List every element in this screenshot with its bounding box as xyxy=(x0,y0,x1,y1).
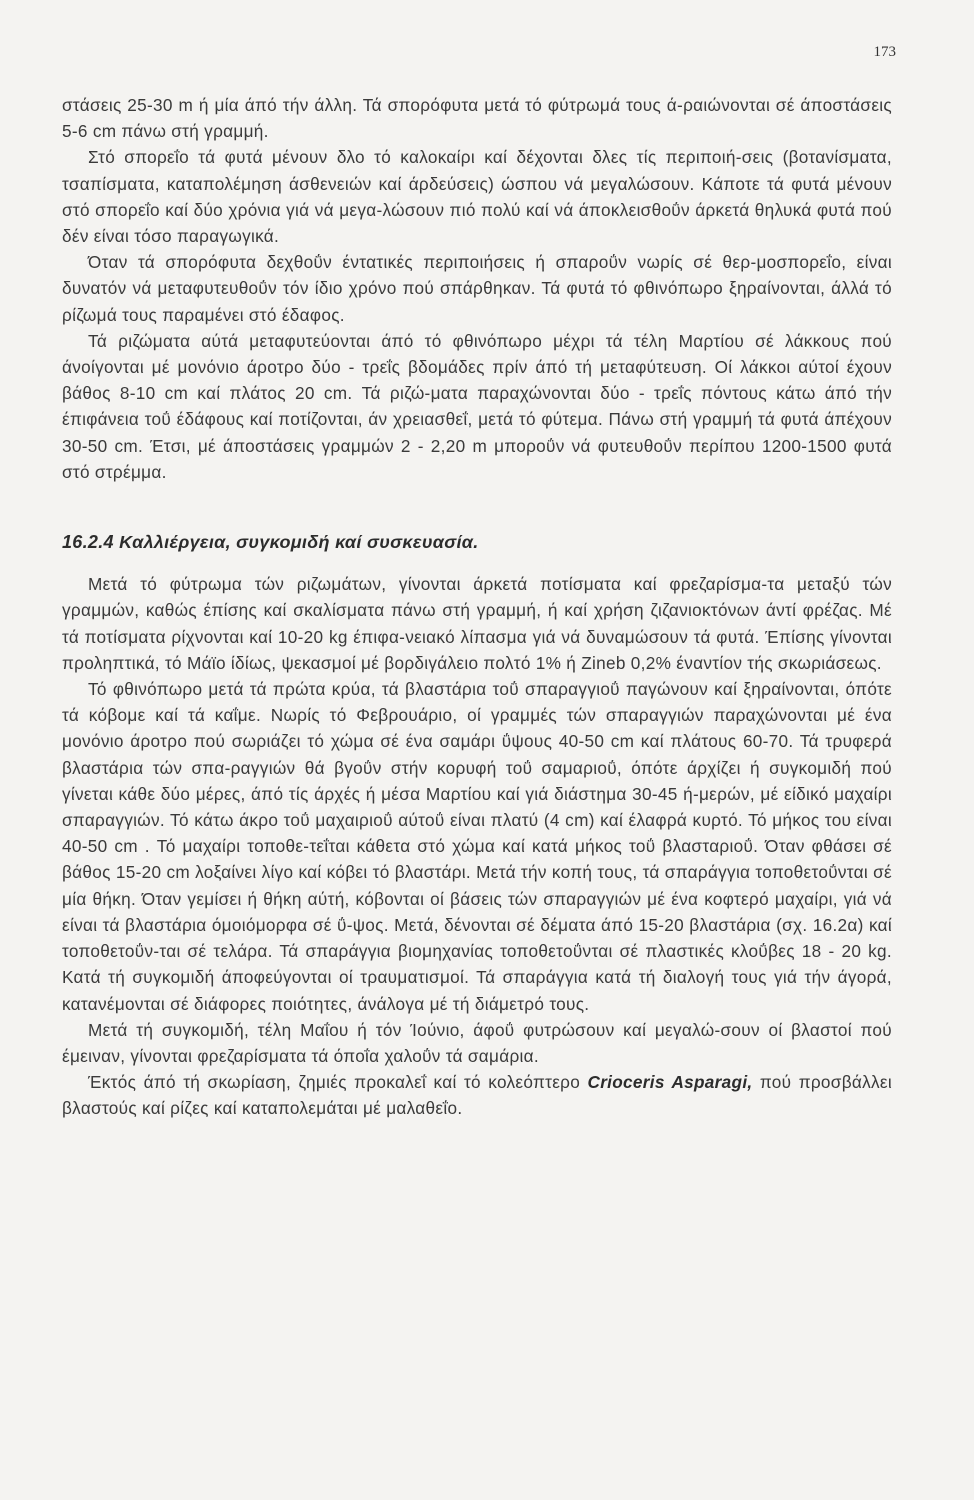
paragraph-2: Στό σπορεΐο τά φυτά μένουν δλο τό καλοκαίρι καί δέχονται δλες τίς περιποιή-σεις (βοτανίσματα, τσαπίσματα, καταπολέμηση άσθενειών καί άρδεύσεις) ώσπου νά μεγαλώσουν. Κάποτε τά φυτά μένουν στό σπορεΐο καί δύο χρόνια γιά νά μεγα-λώσουν πιό πολύ καί νά άποκλεισθοΰν άρκετά θηλυκά φυτά πού δέν είναι τόσο παραγωγικά. xyxy=(62,147,892,247)
paragraph-8-text-after: πού προσβάλλει βλαστούς καί ρίζες καί καταπολεμάται μέ μαλαθεΐο. xyxy=(62,1072,892,1119)
page-body xyxy=(62,92,892,1122)
paragraph-8 xyxy=(62,1069,892,1121)
paragraph-8-text-before: Έκτός άπό τή σκωρίαση, ζημιές προκαλεΐ καί τό κολεόπτερο xyxy=(88,1072,588,1093)
paragraph-4: Τά ριζώματα αύτά μεταφυτεύονται άπό τό φθινόπωρο μέχρι τά τέλη Μαρτίου σέ λάκκους πού άνοίγονται μέ μονόνιο άροτρο δύο - τρεΐς βδομάδες πρίν άπό τή μεταφύτευση. Οί λάκκοι αύτοί έχουν βάθος 8-10 cm καί πλάτος 20 cm. Τά ριζώ-ματα παραχώνονται δύο - τρεΐς πόντους κάτω άπό τήν έπιφάνεια τοΰ έδάφους καί ποτίζονται, άν χρειασθεΐ, μετά τό φύτεμα. Πάνω στή γραμμή τά φυτά άπέχουν 30-50 cm. Έτσι, μέ άποστάσεις γραμμών 2 - 2,20 m μποροΰν νά φυτευθοΰν περίπου 1200-1500 φυτά στό στρέμμα. xyxy=(62,330,892,482)
paragraph-6: Τό φθινόπωρο μετά τά πρώτα κρύα, τά βλαστάρια τοΰ σπαραγγιοΰ παγώνουν καί ξηραίνονται, όπότε τά κόβομε καί τά καΐμε. Νωρίς τό Φεβρουάριο, οί γραμμές τών σπαραγγιών παραχώνονται μέ ένα μονόνιο άροτρο πού σωριάζει τό χώμα σέ ένα σαμάρι ΰψους 40-50 cm καί πλάτους 60-70. Τά τρυφερά βλαστάρια τών σπα-ραγγιών θά βγοΰν στήν κορυφή τοΰ σαμαριοΰ, όπότε άρχίζει ή συγκομιδή πού γίνεται κάθε δύο μέρες, άπό τίς άρχές ή μέσα Μαρτίου καί γιά διάστημα 30-45 ή-μερών, μέ είδικό μαχαίρι σπαραγγιών. Τό κάτω άκρο τοΰ μαχαιριοΰ αύτοΰ είναι πλατύ (4 cm) καί έλαφρά κυρτό. Τό μήκος του είναι 40-50 cm . Τό μαχαίρι τοποθε-τεΐται κάθετα στό χώμα καί κατά μήκος τοΰ βλασταριοΰ. Όταν φθάσει σέ βάθος 15-20 cm λοξαίνει λίγο καί κόβει τό βλαστάρι. Μετά τήν κοπή τους, τά σπαράγγια τοποθετοΰνται σέ μία θήκη. Όταν γεμίσει ή θήκη αύτή, κόβονται οί βάσεις τών σπαραγγιών μέ ένα κοφτερό μαχαίρι, γιά νά είναι τά βλαστάρια όμοιόμορφα σέ ΰ-ψος. Μετά, δένονται σέ δέματα άπό 15-20 βλαστάρια (σχ. 16.2α) καί τοποθετοΰν-ται σέ τελάρα. Τά σπαράγγια βιομηχανίας τοποθετοΰνται σέ πλαστικές κλοΰβες 18 - 20 kg. Κατά τή συγκομιδή άποφεύγονται οί τραυματισμοί. Τά σπαράγγια κατά τή διαλογή τους γιά τήν άγορά, κατανέμονται σέ διάφορες ποιότητες, άνάλογα μέ τή διάμετρό τους. xyxy=(62,679,892,1014)
section-heading: 16.2.4 Καλλιέργεια, συγκομιδή καί συσκευασία. xyxy=(62,532,479,553)
page-number: 173 xyxy=(873,44,896,60)
paragraph-3: Όταν τά σπορόφυτα δεχθοΰν έντατικές περιποιήσεις ή σπαροΰν νωρίς σέ θερ-μοσπορεΐο, είναι δυνατόν νά μεταφυτευθοΰν τόν ίδιο χρόνο πού σπάρθηκαν. Τά φυτά τό φθινόπωρο ξηραίνονται, άλλά τό ρίζωμά τους παραμένει στό έδαφος. xyxy=(62,252,892,325)
paragraph-7: Μετά τή συγκομιδή, τέλη Μαΐου ή τόν Ίούνιο, άφοΰ φυτρώσουν καί μεγαλώ-σουν οί βλαστοί πού έμειναν, γίνονται φρεζαρίσματα τά όποΐα χαλοΰν τά σαμάρια. xyxy=(62,1019,892,1066)
paragraph-1: στάσεις 25-30 m ή μία άπό τήν άλλη. Τά σπορόφυτα μετά τό φύτρωμά τους ά-ραιώνονται σέ άποστάσεις 5-6 cm πάνω στή γραμμή. xyxy=(62,95,892,142)
paragraph-5: Μετά τό φύτρωμα τών ριζωμάτων, γίνονται άρκετά ποτίσματα καί φρεζαρίσμα-τα μεταξύ τών γραμμών, καθώς έπίσης καί σκαλίσματα πάνω στή γραμμή, ή καί χρήση ζιζανιοκτόνων άντί φρέζας. Μέ τά ποτίσματα ρίχνονται καί 10-20 kg έπιφα-νειακό λίπασμα γιά νά δυναμώσουν τά φυτά. Έπίσης γίνονται προληπτικά, τό Μάϊο ίδίως, ψεκασμοί μέ βορδιγάλειο πολτό 1% ή Zineb 0,2% έναντίον τής σκωριάσεως. xyxy=(62,574,892,673)
species-name: Crioceris Asparagi, xyxy=(587,1072,753,1093)
